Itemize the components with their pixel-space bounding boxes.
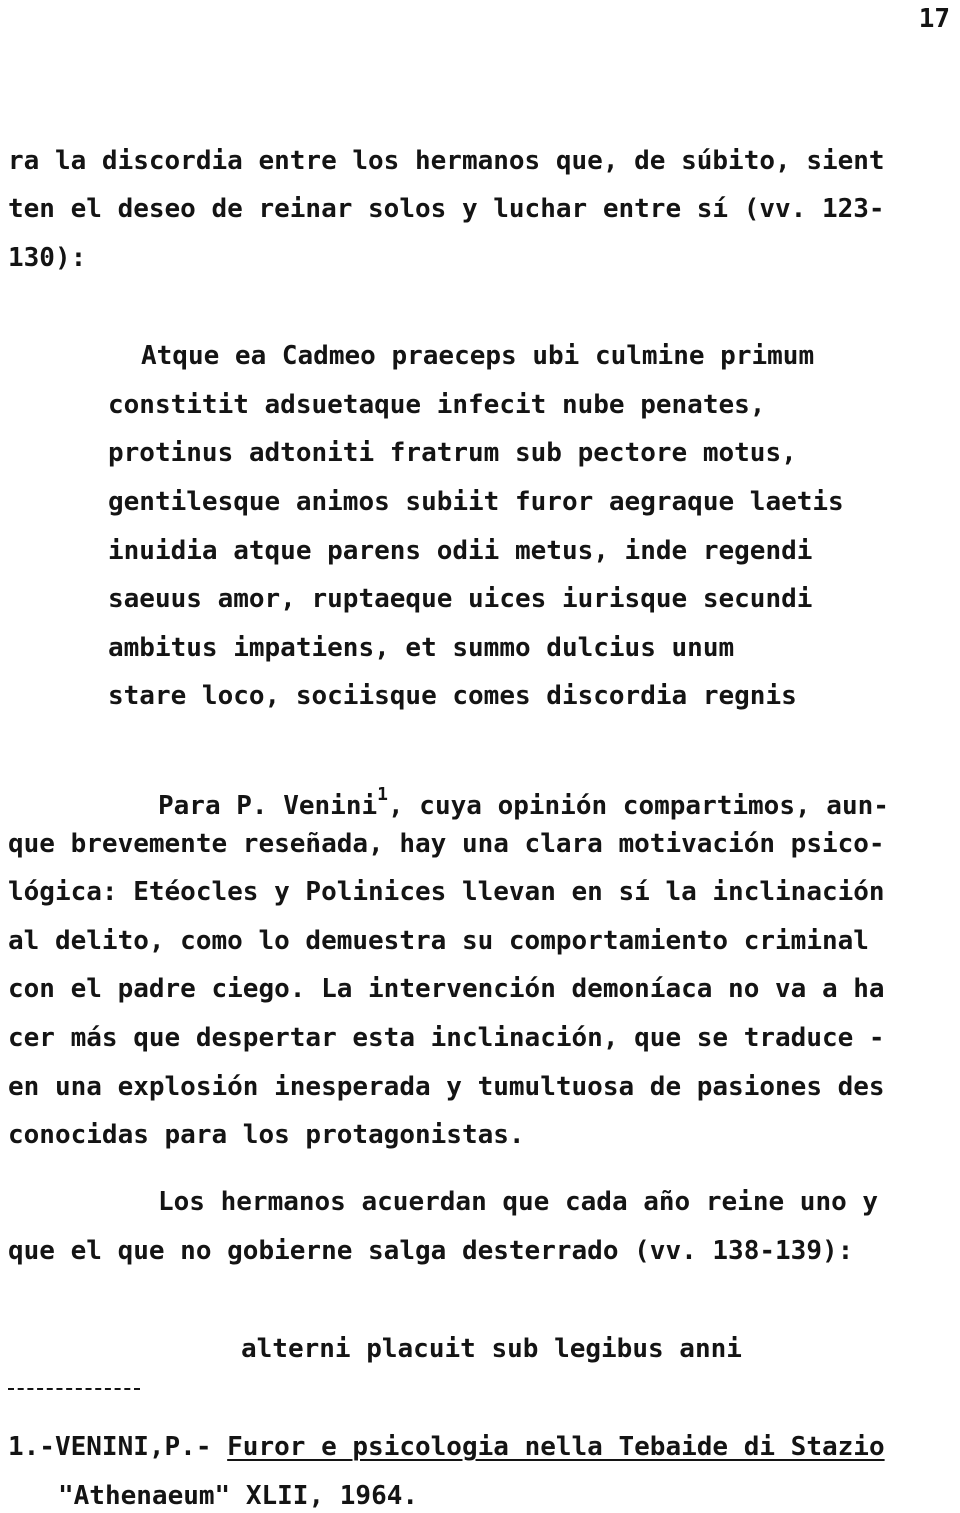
footnote-ref-marker: 1: [377, 784, 388, 805]
para2-line-3: lógica: Etéocles y Polinices llevan en sí la inclinación: [8, 877, 885, 907]
footnote-separator: [8, 1388, 140, 1390]
page-number: 17: [918, 4, 950, 34]
para2-line-8: conocidas para los protagonistas.: [8, 1120, 525, 1150]
latin-quote-2: alterni placuit sub legibus anni: [241, 1334, 742, 1364]
para2-line-7: en una explosión inesperada y tumultuosa de pasiones des: [8, 1072, 885, 1102]
latin-quote-line-6: saeuus amor, ruptaeque uices iurisque secundi: [108, 584, 813, 614]
para3-line-1: Los hermanos acuerdan que cada año reine uno y: [158, 1187, 879, 1217]
latin-quote-line-4: gentilesque animos subiit furor aegraque laetis: [108, 487, 844, 517]
intro-line-1: ra la discordia entre los hermanos que, de súbito, sient: [8, 146, 885, 176]
para2-line-2: que brevemente reseñada, hay una clara motivación psico-: [8, 829, 885, 859]
latin-quote-line-1: Atque ea Cadmeo praeceps ubi culmine primum: [141, 341, 815, 371]
latin-quote-line-2: constitit adsuetaque infecit nube penates,: [108, 390, 766, 420]
para2-first-line-before: Para P. Venini: [158, 791, 378, 821]
para2-line-5: con el padre ciego. La intervención demoníaca no va a ha: [8, 974, 885, 1004]
intro-line-2: ten el deseo de reinar solos y luchar entre sí (vv. 123-: [8, 194, 885, 224]
para2-line-6: cer más que despertar esta inclinación, que se traduce -: [8, 1023, 885, 1053]
latin-quote-line-5: inuidia atque parens odii metus, inde regendi: [108, 536, 813, 566]
para2-line-4: al delito, como lo demuestra su comportamiento criminal: [8, 926, 869, 956]
footnote-title: Furor e psicologia nella Tebaide di Stazio: [227, 1432, 885, 1462]
intro-line-3: 130):: [8, 243, 87, 273]
footnote-line-1: [8, 1432, 885, 1462]
footnote-prefix: 1.-VENINI,P.-: [8, 1432, 228, 1462]
latin-quote-line-7: ambitus impatiens, et summo dulcius unum: [108, 633, 735, 663]
footnote-line-2: "Athenaeum" XLII, 1964.: [58, 1481, 419, 1511]
latin-quote-line-3: protinus adtoniti fratrum sub pectore motus,: [108, 438, 797, 468]
para2-first-line-after: , cuya opinión compartimos, aun-: [388, 791, 889, 821]
latin-quote-line-8: stare loco, sociisque comes discordia regnis: [108, 681, 797, 711]
para2-first-line: [158, 780, 889, 821]
para3-line-2: que el que no gobierne salga desterrado (vv. 138-139):: [8, 1236, 854, 1266]
